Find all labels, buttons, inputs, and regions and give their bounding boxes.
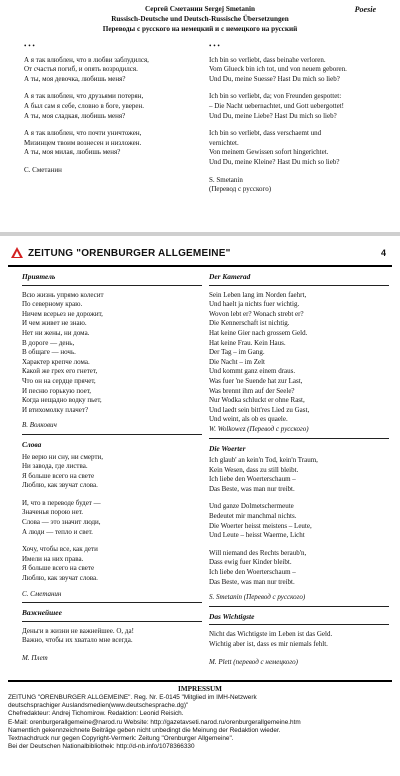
poem-line: Hat keine Gier nach grossem Geld.	[209, 328, 308, 337]
impressum-line: deutschsprachiger Auslandsmedien(www.deutschesprache.dg)"	[8, 702, 189, 710]
poem-line: Wovon lebt er? Wonach strebt er?	[209, 309, 304, 318]
poem-line: Характер крепче лома.	[22, 357, 90, 366]
poem-line: Und Leute – heisst Waerme, Licht	[209, 531, 305, 540]
page-number: 4	[380, 248, 386, 258]
poem-line: vernichtet.	[209, 138, 239, 147]
poem-line: Я больше всего на свете	[22, 564, 95, 573]
poem-line: Ich bin so verliebt, dass beinahe verloren.	[209, 55, 326, 64]
poem-line: Will niemand des Rechts beraub'n,	[209, 548, 307, 557]
poem-line: И, что в переводе будет —	[22, 498, 101, 507]
poem-line: А был сам я себе, словно в боге, уверен.	[24, 101, 145, 110]
poem-line: Sein Leben lang im Norden faehrt,	[209, 290, 307, 299]
poem-author: S. Smetanin	[209, 175, 243, 184]
header-line: Russisch-Deutsche und Deutsch-Russische Übersetzungen	[111, 15, 289, 23]
poem-line: Ich liebe den Woerterschaum –	[209, 475, 296, 484]
poem-line: Важно, чтобы их хватало мне всегда.	[22, 636, 133, 645]
column-left	[22, 272, 202, 664]
poem-line: А ты, моя девочка, любишь меня?	[24, 74, 126, 83]
poem-line: Ich liebe den Woerterschaum –	[209, 568, 296, 577]
poem-line: Was fuer 'ne Suende hat zur Last,	[209, 376, 303, 385]
poem-line: Люблю, как звучат слова.	[22, 574, 98, 583]
poem-title: Важнейшее	[22, 608, 62, 618]
poem-line: Hat keine Frau. Kein Haus.	[209, 338, 286, 347]
poem-line: Какой же грех его гнетет,	[22, 367, 98, 376]
poem-line: В дороге — день,	[22, 338, 75, 347]
page-newspaper	[0, 238, 400, 776]
impressum-email-website[interactable]: E-Mail: orenburgerallgemeine@narod.ru Website: http://gazetavseti.narod.ru/orenburgerallgemeine.htm	[8, 718, 301, 726]
poem-line: А я так влюблен, что в любви заблудился,	[24, 55, 149, 64]
poem-title: Приятель	[22, 272, 56, 281]
poem-line: Ich glaub' an kein'n Tod, kein'n Traum,	[209, 456, 318, 465]
poem-line: Ни завода, где листва.	[22, 462, 88, 471]
poem-line: Und kommt ganz einem draus.	[209, 367, 296, 376]
poem-line: Bedeutet mir manchmal nichts.	[209, 512, 297, 521]
poem-line: Und haelt ja nichts fuer wichtig.	[209, 300, 300, 309]
poem-line: Значенья порою нет.	[22, 508, 83, 517]
poem-title: Слова	[22, 439, 42, 449]
poem-line: А ты, моя сладкая, любишь меня?	[24, 111, 126, 120]
poem-author: С. Сметанин	[24, 165, 62, 174]
poem-stars: • • •	[209, 42, 220, 50]
poem-right-column	[209, 42, 389, 195]
poem-line: Und laedt sein bitt'res Lied zu Gast,	[209, 405, 310, 414]
poem-author: М. Плет	[22, 654, 48, 662]
poem-author: В. Волкович	[22, 421, 57, 430]
page-poesie	[0, 0, 400, 228]
poem-line: Я больше всего на свете	[22, 471, 95, 480]
poem-line: Dass ewig fuer Kinder bleibt.	[209, 558, 292, 567]
poem-line: Von meinem Gewissen sofort hingerichtet.	[209, 148, 329, 157]
newspaper-logo-icon	[10, 246, 24, 260]
poem-left-column	[24, 42, 202, 176]
impressum-dnb-link[interactable]: Bei der Deutschen Nationalbibliothek: http://d-nb.info/1078366330	[8, 743, 195, 751]
poem-line: Всю жизнь упрямо колесит	[22, 290, 104, 299]
poem-line: Und Du, meine Liebe? Hast Du mich so lieb?	[209, 111, 337, 120]
poem-line: Die Woerter heisst meistens – Leute,	[209, 521, 312, 530]
poem-line: Nicht das Wichtigste im Leben ist das Geld.	[209, 630, 333, 639]
poem-line: – Die Nacht uebernachtet, und Gott uebergottet!	[209, 101, 344, 110]
poem-line: Die Nacht – im Zelt	[209, 357, 265, 366]
poem-line: Не верю ни сну, ни смерти,	[22, 452, 104, 461]
impressum-title: IMPRESSUM	[178, 685, 222, 693]
impressum-line: Namentlich gekennzeichnete Beiträge geben nicht unbedingt die Meinung der Redaktion wieder.	[8, 726, 281, 734]
poem-line: Kein Wesen, dass zu still bleibt.	[209, 465, 299, 474]
poem-line: Ich bin so verliebt, dass verschaemt und	[209, 129, 322, 138]
impressum-line: Chefredakteur: Andrej Tichomirow. Redaktion: Leonid Reisich.	[8, 710, 184, 718]
poem-line: Und Du, meine Suesse? Hast Du mich so lieb?	[209, 74, 340, 83]
poem-body-priyatel	[22, 291, 202, 416]
poem-line: А я так влюблен, что друзьями потерян,	[24, 92, 144, 101]
poem-line: Das Beste, was man nur treibt.	[209, 484, 295, 493]
poem-line: Ich bin so verliebt, da; von Freunden gespottet:	[209, 92, 342, 101]
poem-line: Имели на них права.	[22, 554, 84, 563]
poem-title: Die Woerter	[209, 443, 246, 453]
poem-line: Und weint, als ob es quaele.	[209, 415, 288, 424]
poem-line: Und Du, meine Kleine? Hast Du mich so lieb?	[209, 157, 340, 166]
impressum-line: Textnachdruck nur gegen Copyright-Vermerk: Zeitung "Orenburger Allgemeine".	[8, 735, 234, 743]
poem-line: Нет ни жены, ни дома.	[22, 328, 90, 337]
poem-line: Das Beste, was man nur treibt.	[209, 577, 295, 586]
poem-line: В общаге — ночь.	[22, 348, 76, 357]
poem-author: W. Wolkowez (Перевод с русского)	[209, 424, 309, 433]
poem-line: От счастья погиб, и опять возродился.	[24, 65, 138, 74]
poem-line: Vom Glueck bin ich tot, und von neuem geboren.	[209, 65, 347, 74]
poem-line: А я так влюблен, что почти уничтожен,	[24, 129, 142, 138]
poem-author: С. Сметанин	[22, 589, 62, 598]
poem-line: И песню горькую поет,	[22, 386, 92, 395]
section-label: Poesie	[354, 5, 376, 14]
poem-line: Хочу, чтобы все, как дети	[22, 545, 98, 554]
poem-stars: • • •	[24, 42, 35, 50]
poem-line: Nur Wodka schluckt er ohne Rast,	[209, 396, 305, 405]
poesie-header	[0, 4, 400, 34]
poem-line: И втихомолку плачет?	[22, 405, 89, 414]
poem-line: И чем живет не знаю.	[22, 319, 87, 328]
impressum	[8, 680, 392, 751]
poem-line: Ничем всерьез не дорожит,	[22, 309, 103, 318]
poem-author-note: (Перевод с русского)	[209, 185, 272, 194]
poem-line: Мизинцем твоим вознесен и низложен.	[24, 138, 142, 147]
poem-line: Und ganze Dolmetschermeute	[209, 502, 294, 511]
poem-line: Die Kennerschaft ist nichtig.	[209, 319, 290, 328]
impressum-line: ZEITUNG "ORENBURGER ALLGEMEINE". Reg. Nr. Е-0145 "Mitglied im IMH-Netzwerk	[8, 694, 257, 701]
poem-line: Что он на сердце прячет,	[22, 376, 96, 385]
page-separator	[0, 232, 400, 236]
newspaper-title: ZEITUNG "ORENBURGER ALLGEMEINE"	[28, 248, 231, 259]
newspaper-header	[10, 246, 390, 262]
poem-line: А ты, моя милая, любишь меня?	[24, 148, 121, 157]
poem-line: Деньги в жизни не важнейшее. О, да!	[22, 626, 134, 635]
poem-title: Der Kamerad	[209, 272, 251, 281]
poem-line: По северному краю.	[22, 300, 83, 309]
poem-line: Wichtig aber ist, dass es mir niemals fehlt.	[209, 640, 328, 648]
poem-title: Das Wichtigste	[209, 611, 255, 621]
poem-line: Was brennt ihm auf der Seele?	[209, 386, 295, 395]
header-rule	[8, 265, 392, 267]
column-right	[209, 272, 389, 667]
poem-line: Когда нещадно водку пьет,	[22, 396, 102, 405]
header-line: Переводы с русского на немецкий и с немецкого на русский	[102, 25, 298, 33]
poem-line: А люди — тепло и свет.	[22, 527, 93, 536]
poem-line: Люблю, как звучат слова.	[22, 481, 98, 490]
poem-author: M. Plett (перевод с немецкого)	[209, 657, 298, 666]
header-line: Сергей Сметанин Sergej Smetanin	[145, 5, 255, 13]
poem-author: S. Smetanin (Перевод с русского)	[209, 593, 306, 602]
poem-line: Der Tag – im Gang.	[209, 348, 265, 357]
poem-line: Слова — это значит люди,	[22, 518, 101, 527]
